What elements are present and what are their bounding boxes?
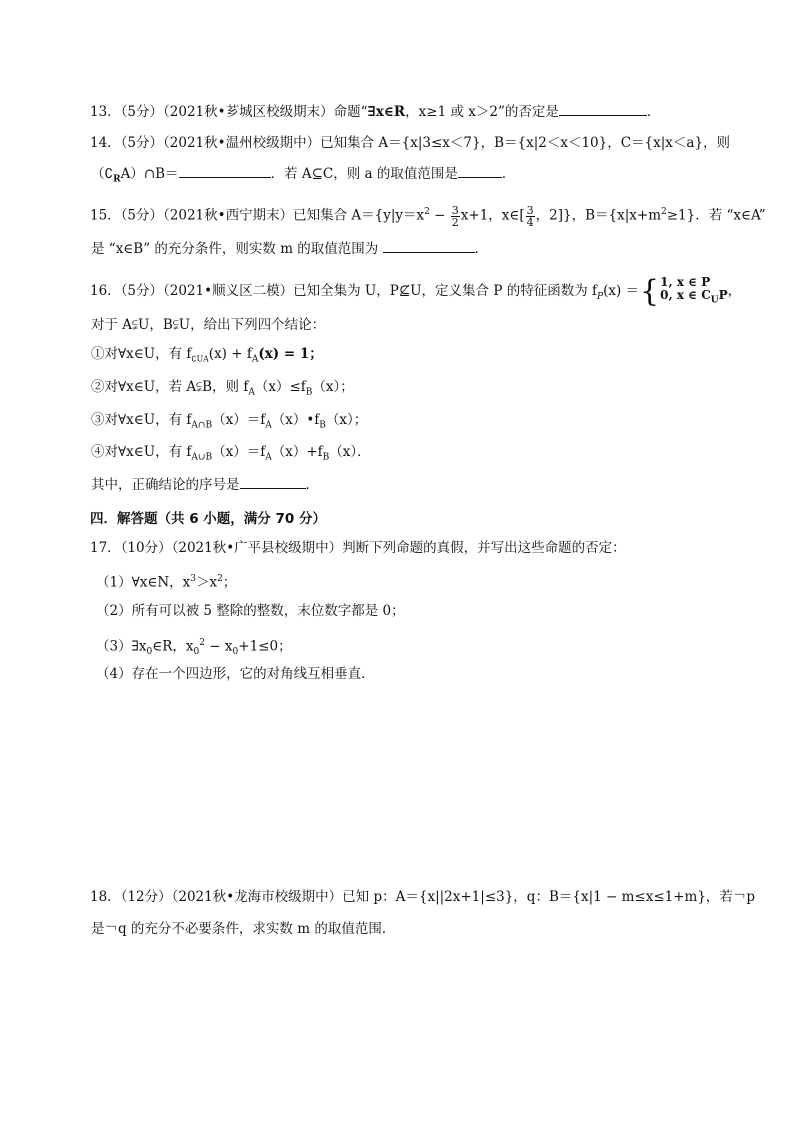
conclusion-4 bbox=[91, 443, 371, 467]
subscript: P bbox=[597, 291, 604, 302]
conclusion-text: （x）+f bbox=[271, 444, 323, 460]
subscript: 0 bbox=[146, 647, 153, 658]
punctuation: ． bbox=[305, 477, 319, 493]
subscript: A bbox=[248, 387, 255, 398]
question-text: ≥1}．若 “x∈A” bbox=[666, 207, 766, 224]
question-number: 14． bbox=[90, 135, 121, 151]
punctuation: ； bbox=[222, 574, 237, 591]
part-text: ∈R，x bbox=[152, 638, 194, 655]
question-number: 17． bbox=[90, 540, 121, 556]
question-text: A）∩B＝ bbox=[120, 166, 179, 182]
part-text: − x bbox=[205, 638, 233, 655]
conclusion-text: （x）． bbox=[329, 444, 371, 460]
question-16 bbox=[90, 273, 742, 309]
question-14 bbox=[90, 134, 730, 152]
conclusion-text: (x) = 1； bbox=[258, 346, 323, 362]
numerator: 3 bbox=[451, 203, 459, 217]
conclusion-text: ①对∀x∈U，有 f bbox=[91, 346, 192, 362]
fraction-3-4 bbox=[526, 205, 535, 228]
conclusion-3 bbox=[91, 411, 367, 435]
complement-symbol: （∁ bbox=[91, 166, 114, 182]
q17-part-3 bbox=[96, 634, 292, 661]
q17-part-1 bbox=[96, 570, 236, 592]
question-text: 是￢q 的充分不必要条件，求实数 m 的取值范围． bbox=[91, 921, 396, 937]
question-text: （5分）（2021秋•温州校级期中）已知集合 A＝{x|3≤x＜7}，B＝{x|2＜x＜10}，C＝{x|x＜a}，则 bbox=[120, 135, 731, 151]
subscript: B bbox=[305, 387, 313, 398]
question-13 bbox=[90, 103, 660, 121]
punctuation: ． bbox=[501, 166, 516, 182]
superscript: 2 bbox=[661, 207, 667, 217]
subscript: B bbox=[322, 452, 330, 463]
question-number: 13． bbox=[90, 104, 121, 120]
q17-part-2 bbox=[96, 602, 405, 620]
minus-sign: − bbox=[429, 207, 450, 224]
answer-blank bbox=[383, 240, 475, 253]
question-text: 其中，正确结论的序号是 bbox=[91, 477, 240, 493]
superscript: 2 bbox=[424, 207, 430, 217]
conclusion-text: （x）； bbox=[312, 379, 354, 395]
case-1: 1, x ∈ P bbox=[660, 275, 711, 289]
question-15-line2 bbox=[91, 240, 488, 258]
case-2-text: 0, x ∈ C bbox=[660, 288, 711, 302]
answer-blank bbox=[240, 476, 306, 489]
question-17 bbox=[90, 539, 626, 557]
q17-part-4 bbox=[96, 665, 375, 683]
question-text: （10分）（2021秋•广平县校级期中）判断下列命题的真假，并写出这些命题的否定： bbox=[120, 540, 626, 556]
subscript: ∁UA bbox=[191, 354, 209, 364]
conclusion-text: （x）＝f bbox=[212, 444, 266, 460]
part-text: （1）∀x∈N，x bbox=[96, 574, 191, 591]
superscript: 2 bbox=[199, 638, 206, 648]
conclusion-text: (x) + f bbox=[208, 346, 252, 362]
question-text: （5分）（2021•顺义区二模）已知全集为 U，P⊈U，定义集合 P 的特征函数为 f bbox=[120, 283, 597, 300]
part-text: （3）∃x bbox=[96, 638, 147, 655]
left-brace: { bbox=[640, 273, 660, 309]
question-number: 15． bbox=[90, 207, 121, 224]
denominator: 2 bbox=[451, 215, 459, 229]
question-text: ．若 A⊆C，则 a 的取值范围是 bbox=[270, 166, 458, 182]
punctuation: ． bbox=[646, 104, 661, 120]
answer-blank bbox=[179, 165, 271, 178]
section-heading: 四．解答题（共 6 小题，满分 70 分） bbox=[90, 511, 326, 527]
question-15 bbox=[90, 203, 766, 228]
superscript: 3 bbox=[190, 574, 197, 584]
subscript: A bbox=[265, 452, 272, 463]
subscript: B bbox=[319, 420, 326, 431]
subscript: 0 bbox=[232, 647, 239, 658]
part-text: +1≤0； bbox=[238, 638, 292, 655]
subscript: A bbox=[251, 354, 259, 365]
question-16-line2 bbox=[91, 316, 325, 334]
question-14-line2 bbox=[91, 165, 515, 189]
piecewise-cases bbox=[660, 276, 728, 307]
conclusion-text: ③对∀x∈U，有 f bbox=[91, 412, 192, 428]
conclusion-text: ②对∀x∈U，若 A⫋B，则 f bbox=[91, 379, 249, 395]
conclusion-text: （x）＝f bbox=[212, 412, 266, 428]
subscript: A bbox=[265, 420, 272, 431]
case-2-end: P bbox=[718, 288, 728, 302]
question-text: 对于 A⫋U，B⫋U，给出下列四个结论： bbox=[91, 317, 326, 333]
math-expression: ∃x∈R bbox=[367, 104, 406, 120]
question-text: ，2]}，B＝{x|x+m bbox=[535, 207, 662, 224]
reals-subscript: R bbox=[113, 174, 121, 185]
question-text: （5分）（2021秋•芗城区校级期末）命题“ bbox=[120, 104, 368, 120]
question-18 bbox=[90, 888, 755, 906]
part-text: ＞x bbox=[196, 574, 218, 591]
conclusion-text: （x）≤f bbox=[254, 379, 306, 395]
conclusion-text: （x）； bbox=[325, 412, 368, 428]
question-18-line2 bbox=[91, 920, 395, 938]
subscript: U bbox=[710, 295, 719, 306]
question-number: 16． bbox=[90, 283, 121, 300]
part-text: （4）存在一个四边形，它的对角线互相垂直． bbox=[96, 666, 375, 682]
denominator: 4 bbox=[526, 215, 534, 229]
punctuation: ， bbox=[727, 283, 742, 300]
conclusion-text: ④对∀x∈U，有 f bbox=[91, 444, 192, 460]
answer-blank bbox=[559, 103, 647, 116]
question-text: x+1，x∈[ bbox=[460, 207, 525, 224]
fraction-3-2 bbox=[451, 205, 460, 228]
question-number: 18． bbox=[90, 889, 121, 905]
numerator: 3 bbox=[526, 203, 534, 217]
superscript: 2 bbox=[217, 574, 223, 584]
conclusion-1 bbox=[91, 345, 323, 369]
case-2 bbox=[660, 289, 728, 307]
question-16-final bbox=[91, 476, 319, 494]
punctuation: ． bbox=[474, 241, 489, 257]
conclusion-2 bbox=[91, 378, 354, 402]
question-text: ，x≥1 或 x＞2”的否定是 bbox=[405, 104, 559, 120]
question-text: (x) ＝ bbox=[603, 283, 640, 300]
subscript: A∩B bbox=[191, 420, 213, 431]
subscript: A∪B bbox=[191, 452, 213, 463]
question-text: 是 “x∈B” 的充分条件，则实数 m 的取值范围为 bbox=[91, 241, 379, 257]
question-text: （12分）（2021秋•龙海市校级期中）已知 p：A＝{x||2x+1|≤3}，q：B＝{x|1 − m≤x≤1+m}，若￢p bbox=[120, 889, 756, 905]
question-text: （5分）（2021秋•西宁期末）已知集合 A＝{y|y＝x bbox=[120, 207, 425, 224]
answer-blank bbox=[458, 165, 502, 178]
subscript: 0 bbox=[193, 647, 200, 658]
conclusion-text: （x）•f bbox=[271, 412, 320, 428]
part-text: （2）所有可以被 5 整除的整数，末位数字都是 0； bbox=[96, 603, 405, 619]
